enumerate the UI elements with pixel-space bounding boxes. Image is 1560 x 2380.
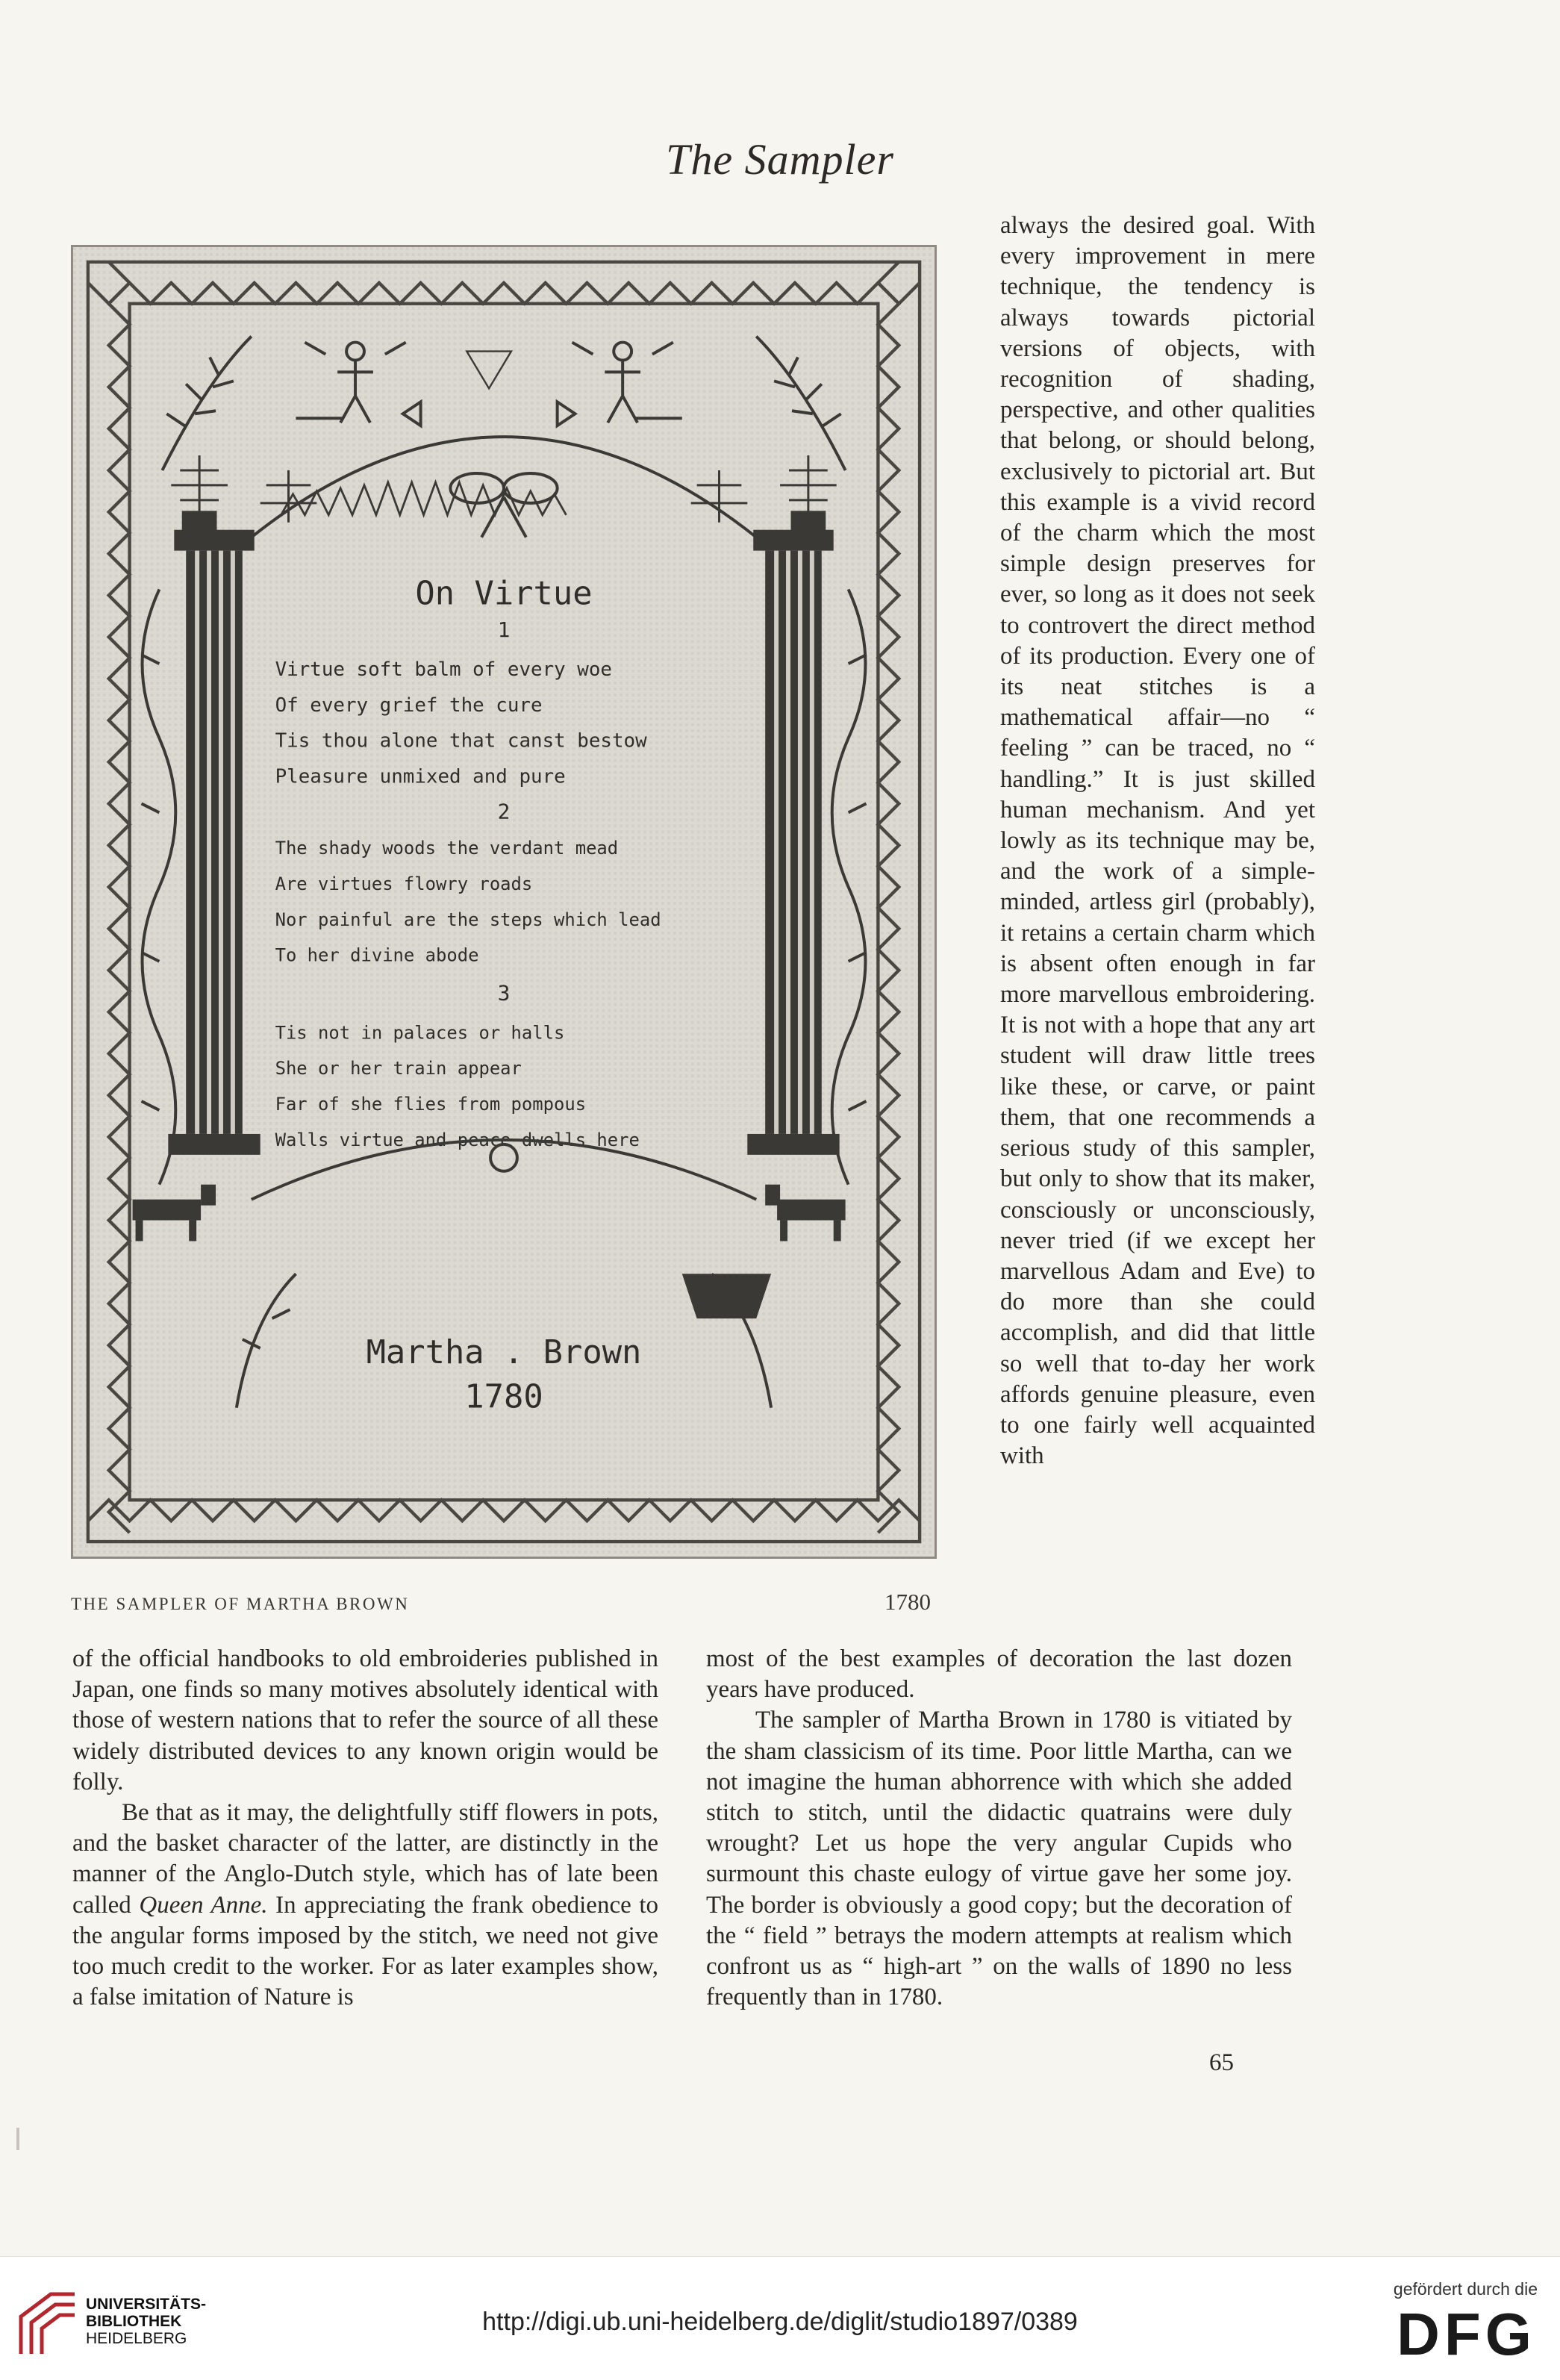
style-name-emphasis: Queen Anne. (139, 1891, 268, 1919)
svg-text:Of every grief the cure: Of every grief the cure (275, 694, 543, 717)
svg-text:On Virtue: On Virtue (415, 574, 593, 613)
digitization-footer (0, 2256, 1560, 2380)
left-column-paragraph-2: Be that as it may, the delightfully stiff flowers in pots, and the basket character of the latter, are distinctly in the manner of the Anglo-Dutch style, which has of late been called Queen Anne. In appreciating the frank obedience to the angular forms imposed by the stitch, we need not give too much credit to the worker. For as later examples show, a false imitation of Nature is (72, 1799, 658, 2011)
margin-mark (16, 2128, 19, 2150)
svg-text:Are virtues flowry roads: Are virtues flowry roads (275, 873, 533, 895)
svg-text:Pleasure unmixed and pure: Pleasure unmixed and pure (275, 765, 566, 788)
sampler-plate-image (71, 245, 937, 1559)
page-number: 65 (1209, 2049, 1234, 2076)
right-text-column (706, 1644, 1292, 2013)
left-column-paragraph-1: of the official handbooks to old embroideries published in Japan, one finds so many motives absolutely identical with those of western nations that to refer the source of all these widely distributed devices to any known origin would be folly. (72, 1645, 658, 1795)
svg-text:1: 1 (497, 617, 511, 643)
library-name: UNIVERSITÄTS- BIBLIOTHEK HEIDELBERG (86, 2296, 207, 2347)
funding-note: gefördert durch die (1393, 2279, 1538, 2299)
svg-text:3: 3 (497, 980, 511, 1006)
running-head: The Sampler (666, 135, 894, 184)
permalink[interactable]: http://digi.ub.uni-heidelberg.de/diglit/studio1897/0389 (482, 2308, 1078, 2336)
svg-text:Tis not in palaces or halls: Tis not in palaces or halls (275, 1022, 565, 1044)
svg-text:She or her train appear: She or her train appear (275, 1058, 522, 1080)
svg-text:2: 2 (497, 799, 511, 824)
svg-text:To her divine abode: To her divine abode (275, 944, 479, 966)
svg-text:Far of she flies from pompous: Far of she flies from pompous (275, 1094, 587, 1115)
right-column-paragraph-2: The sampler of Martha Brown in 1780 is vitiated by the sham classicism of its time. Poor little Martha, can we not imagine the human abhorrence with which she added stitch to stitch, until the didactic quatrains were duly wrought? Let us hope the very angular Cupids who surmount this chaste eulogy of virtue gave her some joy. The border is obviously a good copy; but the decoration of the “ field ” betrays the modern attempts at realism which confront us as “ high-art ” on the walls of 1890 no less frequently than in 1780. (706, 1707, 1292, 2011)
svg-text:The shady woods the verdant me: The shady woods the verdant mead (275, 838, 619, 859)
right-column-paragraph-1: most of the best examples of decoration the last dozen years have produced. (706, 1645, 1292, 1704)
svg-text:Virtue soft balm of every woe: Virtue soft balm of every woe (275, 658, 612, 682)
figure-caption-date: 1780 (884, 1589, 931, 1615)
svg-text:Tis thou alone that canst best: Tis thou alone that canst bestow (275, 729, 647, 753)
svg-text:Walls virtue and peace dwells: Walls virtue and peace dwells here (275, 1129, 640, 1150)
sampler-illustration (73, 247, 935, 1557)
sampler-maker-name: Martha . Brown (366, 1333, 642, 1371)
narrow-column-paragraph: always the desired goal. With every improvement in mere technique, the tendency is always towards pictorial versions of objects, with recognition of shading, perspective, and other qualities that belong, or should belong, exclusively to pictorial art. But this example is a vivid record of the charm which the most simple design preserves for ever, so long as it does not seek to controvert the direct method of its production. Every one of its neat stitches is a mathematical affair—no “ feeling ” can be traced, no “ handling.” It is just skilled human mechanism. And yet lowly as its technique may be, and the work of a simple-minded, artless girl (probably), it retains a certain charm which is absent often enough in far more marvellous embroidering. It is not with a hope that any art student will draw little trees like these, or carve, or paint them, that one recommends a serious study of this sampler, but only to show that its maker, consciously or unconsciously, never tried (if we except her marvellous Adam and Eve) to do more than she could accomplish, and did that little so well that to-day her work affords genuine pleasure, even to one fairly well acquainted with (1000, 212, 1315, 1470)
svg-text:Nor painful are the steps whic: Nor painful are the steps which lead (275, 909, 661, 930)
sampler-year: 1780 (464, 1377, 543, 1416)
narrow-text-column (1000, 211, 1315, 1471)
figure-caption: THE SAMPLER OF MARTHA BROWN (71, 1595, 410, 1613)
dfg-logo: DFG (1397, 2301, 1536, 2367)
left-text-column (72, 1644, 658, 2013)
